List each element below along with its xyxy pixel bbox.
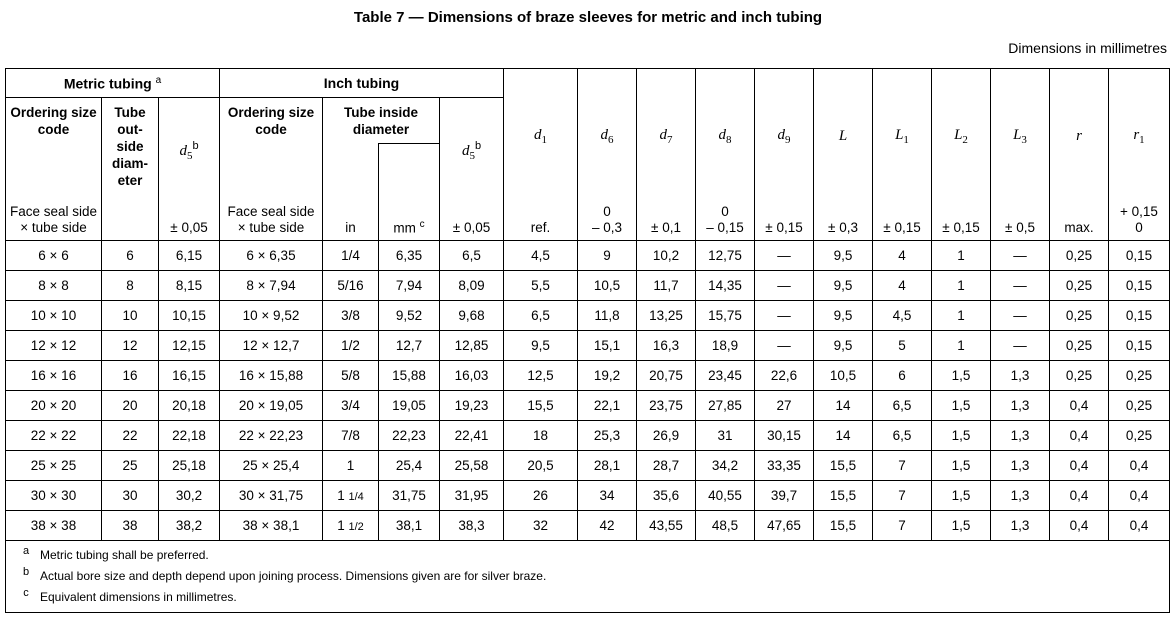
table-cell: 15,88 — [379, 361, 440, 391]
table-cell: 47,65 — [755, 511, 814, 541]
table-cell: 43,55 — [637, 511, 696, 541]
table-cell: 5,5 — [504, 271, 578, 301]
col-d7-header — [637, 69, 696, 205]
table-cell: 1 — [932, 331, 991, 361]
table-cell: 12,75 — [696, 241, 755, 271]
table-row — [6, 271, 1170, 301]
table-cell: 38 × 38,1 — [220, 511, 323, 541]
column-symbol: $d_7$ — [659, 127, 673, 146]
table-cell: 1,3 — [991, 421, 1050, 451]
tolerance-d9: ± 0,15 — [755, 204, 814, 241]
table-cell: 23,75 — [637, 391, 696, 421]
footnote-key: c — [23, 587, 29, 599]
table-cell: 25 × 25 — [6, 451, 102, 481]
table-cell: 9,5 — [814, 241, 873, 271]
table-footnotes — [6, 541, 1170, 613]
table-cell: 31,75 — [379, 481, 440, 511]
table-cell: 0,25 — [1050, 361, 1109, 391]
table-cell: 0,15 — [1109, 331, 1170, 361]
table-cell: 6 × 6,35 — [220, 241, 323, 271]
column-symbol: $L_1$ — [895, 127, 909, 146]
table-cell: 10,2 — [637, 241, 696, 271]
table-cell: 1,5 — [932, 481, 991, 511]
table-cell: 12,15 — [159, 331, 220, 361]
inch-face-seal-label: Face seal side × tube side — [220, 204, 323, 241]
table-cell: 12 × 12,7 — [220, 331, 323, 361]
table-cell: 10,5 — [578, 271, 637, 301]
table-cell: 8 × 8 — [6, 271, 102, 301]
table-cell: — — [755, 241, 814, 271]
inch-tubing-header: Inch tubing — [220, 69, 504, 98]
table-cell: 38,1 — [379, 511, 440, 541]
table-row — [6, 451, 1170, 481]
table-cell: 18 — [504, 421, 578, 451]
table-cell: 42 — [578, 511, 637, 541]
table-cell: 22 × 22,23 — [220, 421, 323, 451]
table-cell: 4,5 — [873, 301, 932, 331]
table-header — [6, 69, 1170, 241]
table-cell: 16 — [102, 361, 159, 391]
table-cell: 1 — [932, 241, 991, 271]
table-cell: 1 1/4 — [323, 481, 379, 511]
table-cell: 6 — [102, 241, 159, 271]
footnotes-cell — [6, 541, 1170, 613]
table-cell: 0,25 — [1109, 391, 1170, 421]
table-cell: 38 — [102, 511, 159, 541]
table-cell: 38,2 — [159, 511, 220, 541]
table-cell: 15,5 — [504, 391, 578, 421]
table-cell: 20,75 — [637, 361, 696, 391]
table-cell: 16,03 — [440, 361, 504, 391]
table-cell: 1,3 — [991, 511, 1050, 541]
table-cell: 20 × 20 — [6, 391, 102, 421]
table-cell: — — [755, 301, 814, 331]
table-cell: 22,6 — [755, 361, 814, 391]
table-cell: 16,3 — [637, 331, 696, 361]
column-symbol: r — [1076, 128, 1082, 144]
table-cell: 6,5 — [873, 391, 932, 421]
table-row — [6, 391, 1170, 421]
table-cell: 1,3 — [991, 481, 1050, 511]
tolerance-L2: ± 0,15 — [932, 204, 991, 241]
table-cell: 25,18 — [159, 451, 220, 481]
table-cell: 25,58 — [440, 451, 504, 481]
table-row — [6, 361, 1170, 391]
table-cell: 1 — [323, 451, 379, 481]
table-cell: 35,6 — [637, 481, 696, 511]
table-cell: 4 — [873, 241, 932, 271]
table-cell: 8,09 — [440, 271, 504, 301]
table-cell: 9,5 — [504, 331, 578, 361]
table-cell: 1 1/2 — [323, 511, 379, 541]
mm-subcol-top — [379, 144, 440, 204]
tolerance-r1: + 0,15 0 — [1109, 204, 1170, 241]
column-symbol: $d_6$ — [600, 127, 614, 146]
table-cell: 48,5 — [696, 511, 755, 541]
table-cell: 0,4 — [1050, 481, 1109, 511]
table-cell: 0,4 — [1050, 391, 1109, 421]
tolerance-d1: ref. — [504, 204, 578, 241]
table-cell: 15,5 — [814, 511, 873, 541]
table-cell: 39,7 — [755, 481, 814, 511]
table-cell: 26 — [504, 481, 578, 511]
table-cell: 31,95 — [440, 481, 504, 511]
table-cell: 6,5 — [504, 301, 578, 331]
table-cell: 25,4 — [379, 451, 440, 481]
tolerance-d6: 0 – 0,3 — [578, 204, 637, 241]
inch-d5-header: $d_5^b$ — [440, 98, 504, 205]
table-cell: 6,5 — [873, 421, 932, 451]
table-cell: 0,4 — [1050, 421, 1109, 451]
table-row — [6, 301, 1170, 331]
table-cell: 30 × 31,75 — [220, 481, 323, 511]
table-cell: 38,3 — [440, 511, 504, 541]
table-cell: 18,9 — [696, 331, 755, 361]
inch-d5-tolerance: ± 0,05 — [440, 204, 504, 241]
column-symbol: $d_9$ — [777, 127, 791, 146]
column-symbol: $L_3$ — [1013, 127, 1027, 146]
table-cell: — — [991, 301, 1050, 331]
table-cell: 7/8 — [323, 421, 379, 451]
table-cell: 0,25 — [1050, 241, 1109, 271]
table-cell: 30,2 — [159, 481, 220, 511]
table-cell: 12 × 12 — [6, 331, 102, 361]
table-cell: — — [991, 331, 1050, 361]
table-cell: 14 — [814, 391, 873, 421]
table-cell: 9,5 — [814, 301, 873, 331]
table-cell: 1/2 — [323, 331, 379, 361]
table-cell: 22,1 — [578, 391, 637, 421]
table-cell: 12,85 — [440, 331, 504, 361]
mm-unit-label: mm $^c$ — [379, 204, 440, 241]
table-cell: 0,25 — [1050, 301, 1109, 331]
col-r-header — [1050, 69, 1109, 205]
table-cell: 1,3 — [991, 361, 1050, 391]
table-row — [6, 511, 1170, 541]
col-L2-header — [932, 69, 991, 205]
table-cell: 28,7 — [637, 451, 696, 481]
footnote — [12, 545, 1163, 566]
table-cell: 19,23 — [440, 391, 504, 421]
table-cell: 14 — [814, 421, 873, 451]
metric-tubing-header: Metric tubing $^a$ — [6, 69, 220, 98]
table-cell: 9,5 — [814, 271, 873, 301]
table-cell: 1,5 — [932, 421, 991, 451]
table-cell: 4,5 — [504, 241, 578, 271]
table-cell: 0,4 — [1109, 481, 1170, 511]
table-cell: 31 — [696, 421, 755, 451]
table-cell: 15,5 — [814, 481, 873, 511]
table-cell: 23,45 — [696, 361, 755, 391]
table-cell: 34 — [578, 481, 637, 511]
table-cell: 0,25 — [1050, 271, 1109, 301]
table-cell: 11,7 — [637, 271, 696, 301]
column-symbol: L — [838, 128, 848, 144]
tube-inside-diameter-header: Tube inside diameter — [323, 98, 440, 144]
table-row — [6, 331, 1170, 361]
table-cell: 20,5 — [504, 451, 578, 481]
table-cell: 16 × 15,88 — [220, 361, 323, 391]
table-cell: 16,15 — [159, 361, 220, 391]
table-title: Table 7 — Dimensions of braze sleeves for metric and inch tubing — [353, 9, 823, 26]
table-cell: 0,4 — [1109, 451, 1170, 481]
table-cell: 12,7 — [379, 331, 440, 361]
table-cell: 22,41 — [440, 421, 504, 451]
footnote — [12, 566, 1163, 587]
table-cell: 5/8 — [323, 361, 379, 391]
column-symbol: $L_2$ — [954, 127, 968, 146]
tube-od-tol-empty — [102, 204, 159, 241]
footnote-key: b — [22, 566, 30, 578]
metric-face-seal-label: Face seal side × tube side — [6, 204, 102, 241]
table-cell: 38 × 38 — [6, 511, 102, 541]
table-cell: 4 — [873, 271, 932, 301]
table-cell: 11,8 — [578, 301, 637, 331]
table-row — [6, 421, 1170, 451]
table-cell: 12,5 — [504, 361, 578, 391]
table-cell: 0,4 — [1109, 511, 1170, 541]
table-cell: 14,35 — [696, 271, 755, 301]
in-subcol-top — [323, 144, 379, 204]
table-cell: 19,05 — [379, 391, 440, 421]
inch-ordering-size-code-header: Ordering size code — [220, 98, 323, 205]
table-cell: 22 — [102, 421, 159, 451]
table-cell: — — [991, 271, 1050, 301]
table-cell: 22,18 — [159, 421, 220, 451]
col-d6-header — [578, 69, 637, 205]
table-cell: 32 — [504, 511, 578, 541]
metric-ordering-size-code-header: Ordering size code — [6, 98, 102, 205]
table-cell: 1,5 — [932, 511, 991, 541]
footnote-text: Metric tubing shall be preferred. — [40, 548, 209, 562]
table-cell: 9,68 — [440, 301, 504, 331]
table-cell: 15,5 — [814, 451, 873, 481]
table-cell: 40,55 — [696, 481, 755, 511]
table-cell: 25 × 25,4 — [220, 451, 323, 481]
table-cell: 15,75 — [696, 301, 755, 331]
table-cell: — — [755, 331, 814, 361]
in-unit-label: in — [323, 204, 379, 241]
col-L1-header — [873, 69, 932, 205]
table-row — [6, 481, 1170, 511]
table-cell: 1 — [932, 301, 991, 331]
table-cell: — — [755, 271, 814, 301]
col-d8-header — [696, 69, 755, 205]
table-cell: 10,15 — [159, 301, 220, 331]
table-cell: 25 — [102, 451, 159, 481]
table-cell: 3/4 — [323, 391, 379, 421]
table-cell: 6 × 6 — [6, 241, 102, 271]
dimensions-note: Dimensions in millimetres — [1008, 40, 1167, 56]
table-cell: 0,25 — [1050, 331, 1109, 361]
table-cell: 30 — [102, 481, 159, 511]
table-cell: 0,15 — [1109, 301, 1170, 331]
table-cell: 0,4 — [1050, 451, 1109, 481]
table-row — [6, 241, 1170, 271]
table-cell: 7 — [873, 451, 932, 481]
table-cell: 7,94 — [379, 271, 440, 301]
table-cell: 33,35 — [755, 451, 814, 481]
table-cell: 9,5 — [814, 331, 873, 361]
col-d1-header — [504, 69, 578, 205]
footnote-text: Actual bore size and depth depend upon joining process. Dimensions given are for silver braze. — [40, 569, 547, 583]
tolerance-d7: ± 0,1 — [637, 204, 696, 241]
table-cell: 30 × 30 — [6, 481, 102, 511]
table-cell: — — [991, 241, 1050, 271]
table-cell: 0,4 — [1050, 511, 1109, 541]
table-cell: 6,35 — [379, 241, 440, 271]
table-cell: 1,3 — [991, 451, 1050, 481]
table-cell: 16 × 16 — [6, 361, 102, 391]
table-cell: 27,85 — [696, 391, 755, 421]
tube-outside-diameter-header: Tube out-side diam-eter — [102, 98, 159, 205]
table-cell: 1,5 — [932, 451, 991, 481]
table-cell: 9 — [578, 241, 637, 271]
table-cell: 8 — [102, 271, 159, 301]
footnote-text: Equivalent dimensions in millimetres. — [40, 590, 237, 604]
table-cell: 6 — [873, 361, 932, 391]
metric-d5-tolerance: ± 0,05 — [159, 204, 220, 241]
table-cell: 1,3 — [991, 391, 1050, 421]
table-cell: 30,15 — [755, 421, 814, 451]
table-cell: 10 × 9,52 — [220, 301, 323, 331]
table-cell: 34,2 — [696, 451, 755, 481]
table-cell: 12 — [102, 331, 159, 361]
table-cell: 0,25 — [1109, 421, 1170, 451]
table-cell: 22,23 — [379, 421, 440, 451]
table-cell: 9,52 — [379, 301, 440, 331]
table-cell: 28,1 — [578, 451, 637, 481]
metric-d5-header: $d_5^b$ — [159, 98, 220, 205]
tolerance-d8: 0 – 0,15 — [696, 204, 755, 241]
table-cell: 27 — [755, 391, 814, 421]
tolerance-L3: ± 0,5 — [991, 204, 1050, 241]
footnote-key: a — [22, 545, 30, 557]
table-cell: 10 — [102, 301, 159, 331]
table-cell: 20 — [102, 391, 159, 421]
table-cell: 0,25 — [1109, 361, 1170, 391]
tolerance-r: max. — [1050, 204, 1109, 241]
table-cell: 7 — [873, 511, 932, 541]
table-cell: 1 — [932, 271, 991, 301]
table-cell: 0,15 — [1109, 271, 1170, 301]
table-cell: 3/8 — [323, 301, 379, 331]
column-symbol: $d_1$ — [534, 127, 547, 146]
table-cell: 15,1 — [578, 331, 637, 361]
table-cell: 6,5 — [440, 241, 504, 271]
col-L-header — [814, 69, 873, 205]
table-cell: 10 × 10 — [6, 301, 102, 331]
col-L3-header — [991, 69, 1050, 205]
table-cell: 8 × 7,94 — [220, 271, 323, 301]
table-cell: 1/4 — [323, 241, 379, 271]
tolerance-L1: ± 0,15 — [873, 204, 932, 241]
footnote — [12, 587, 1163, 608]
tolerance-L: ± 0,3 — [814, 204, 873, 241]
table-cell: 7 — [873, 481, 932, 511]
table-cell: 10,5 — [814, 361, 873, 391]
col-d9-header — [755, 69, 814, 205]
table-cell: 0,15 — [1109, 241, 1170, 271]
table-cell: 1,5 — [932, 391, 991, 421]
col-r1-header — [1109, 69, 1170, 205]
column-symbol: $r_1$ — [1133, 127, 1145, 146]
table-cell: 20 × 19,05 — [220, 391, 323, 421]
table-cell: 8,15 — [159, 271, 220, 301]
table-cell: 13,25 — [637, 301, 696, 331]
table-cell: 5 — [873, 331, 932, 361]
table-cell: 5/16 — [323, 271, 379, 301]
table-cell: 19,2 — [578, 361, 637, 391]
column-symbol: $d_8$ — [718, 127, 732, 146]
table-cell: 6,15 — [159, 241, 220, 271]
table-cell: 22 × 22 — [6, 421, 102, 451]
braze-sleeve-table — [5, 68, 1170, 613]
table-body — [6, 241, 1170, 541]
table-cell: 26,9 — [637, 421, 696, 451]
table-cell: 20,18 — [159, 391, 220, 421]
table-cell: 1,5 — [932, 361, 991, 391]
table-cell: 25,3 — [578, 421, 637, 451]
